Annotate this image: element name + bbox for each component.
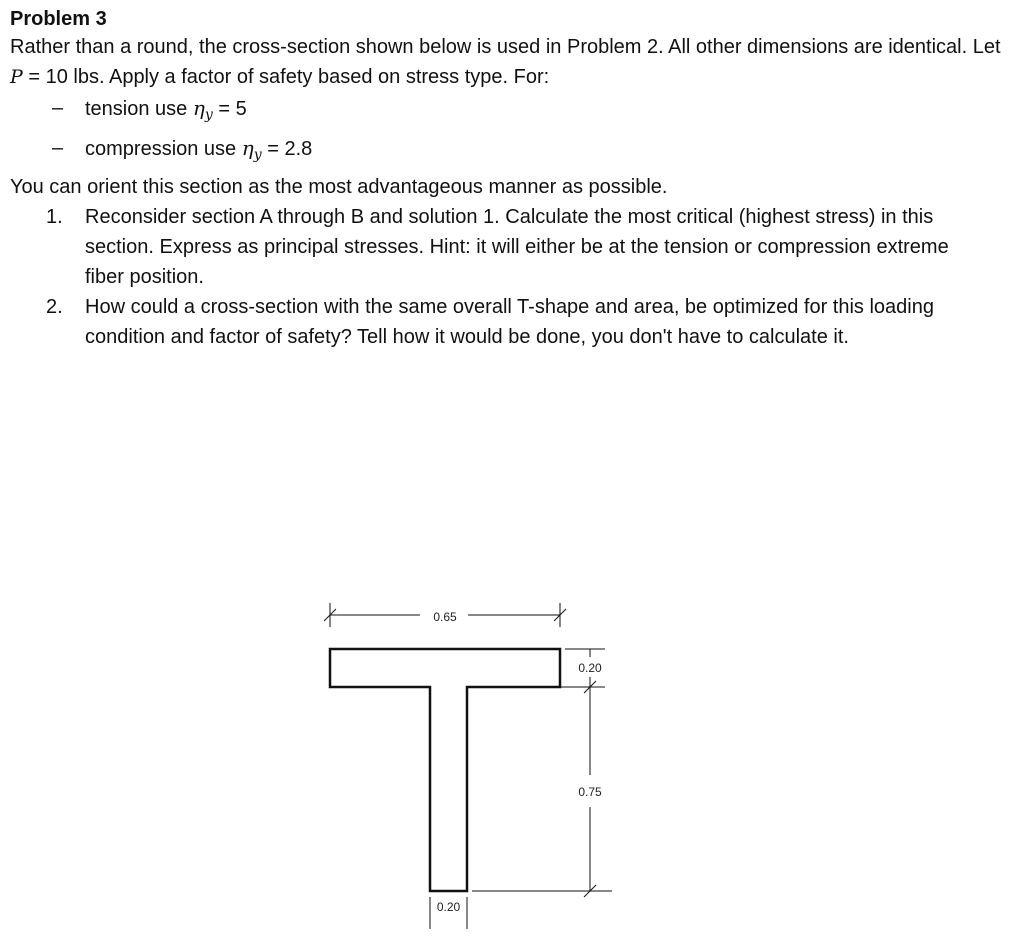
- orientation-note: You can orient this section as the most advantageous manner as possible.: [10, 176, 668, 198]
- question-number: 2.: [46, 296, 63, 318]
- question-text: How could a cross-section with the same overall T-shape and area, be optimized for this loading condition and factor of safety? Tell how it would be done, you don't have to calculate it.: [85, 296, 934, 348]
- bullet-label: compression use: [85, 138, 237, 160]
- t-section-figure: [300, 585, 630, 935]
- problem-title: Problem 3: [10, 8, 107, 30]
- flange-width-label: 0.65: [433, 610, 457, 624]
- bullet-compression: [10, 132, 1010, 172]
- question-1: [10, 202, 1010, 292]
- bullet-tension: [10, 92, 1010, 132]
- bullet-value: = 2.8: [267, 138, 313, 160]
- problem-document: [10, 6, 1010, 352]
- bullet-dash: –: [52, 97, 64, 119]
- t-section-outline: [330, 649, 560, 891]
- bullet-label: tension use: [85, 98, 188, 120]
- safety-factor-symbol: $\eta_y$: [192, 96, 213, 123]
- intro-text: Rather than a round, the cross-section shown below is used in Problem 2. All other dimensions are identical. Let: [10, 36, 1001, 58]
- bullet-dash: –: [52, 137, 64, 159]
- load-value-text: = 10 lbs. Apply a factor of safety based on stress type. For:: [28, 66, 550, 88]
- question-number: 1.: [46, 206, 63, 228]
- problem-intro: [10, 32, 1010, 92]
- safety-factor-symbol: $\eta_y$: [241, 136, 262, 163]
- question-2: [10, 292, 1010, 352]
- load-variable: P: [10, 66, 23, 88]
- web-width-label: 0.20: [436, 900, 461, 914]
- web-height-label: 0.75: [578, 785, 602, 799]
- flange-thickness-label: 0.20: [578, 661, 602, 675]
- bullet-value: = 5: [218, 98, 247, 120]
- question-text: Reconsider section A through B and solution 1. Calculate the most critical (highest stress) in this section. Express as principal stresses. Hint: it will either be at the tension or compression extreme fiber position.: [85, 206, 949, 288]
